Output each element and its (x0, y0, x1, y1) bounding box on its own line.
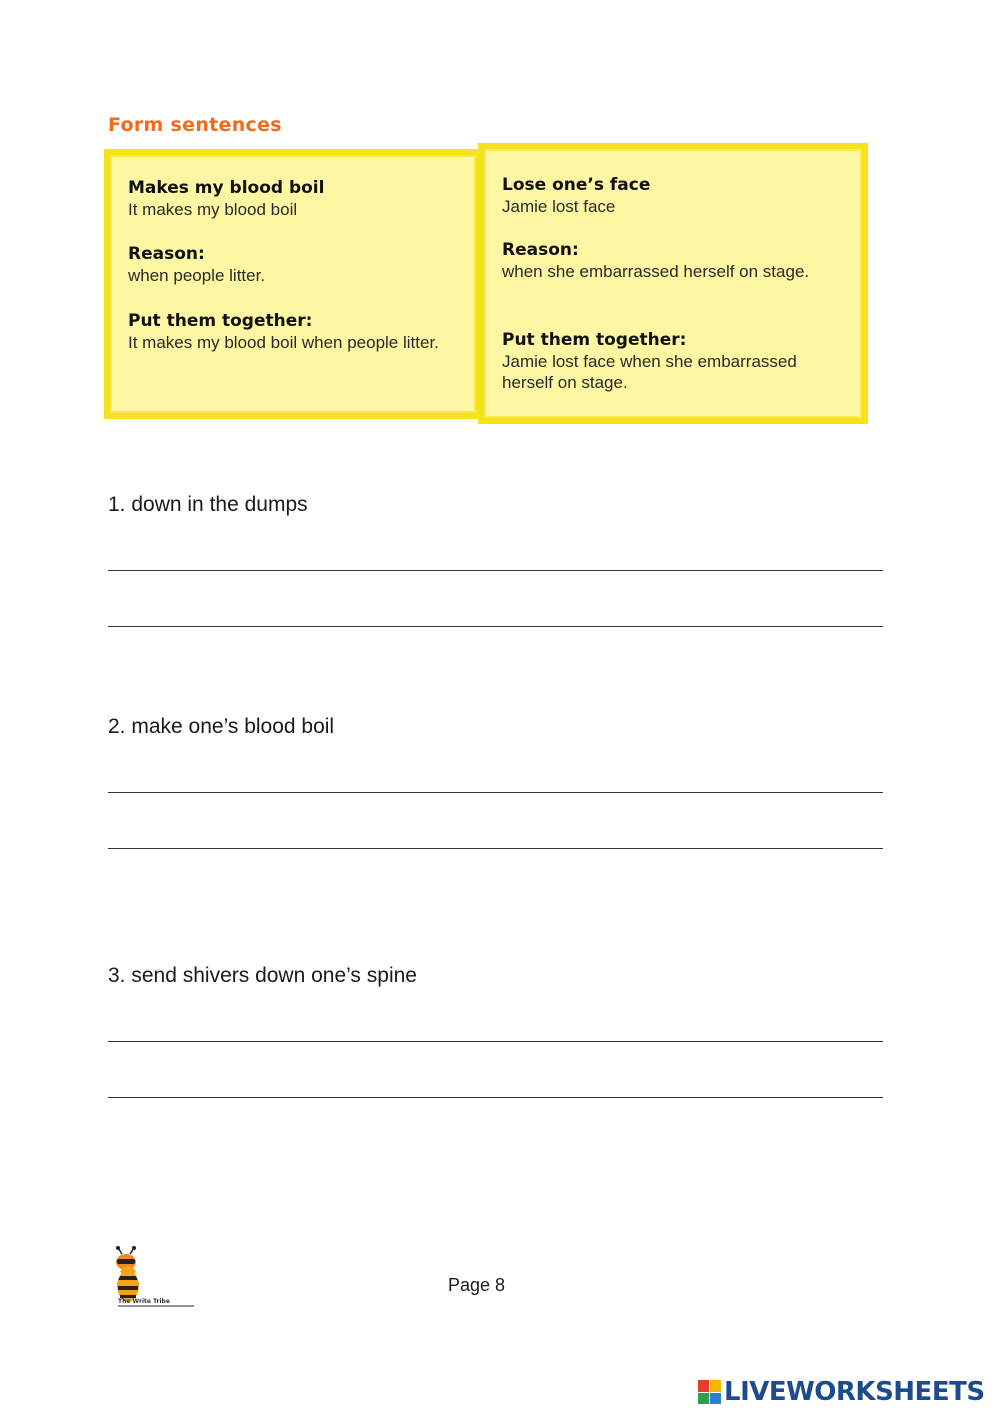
reason-text: when she embarrassed herself on stage. (502, 262, 810, 281)
together-heading: Put them together: (502, 330, 687, 350)
together-heading: Put them together: (128, 311, 313, 331)
answer-line-2b[interactable] (108, 848, 883, 849)
reason-text: when people litter. (128, 266, 266, 285)
watermark-text: LIVEWORKSHEETS (724, 1377, 985, 1407)
page-number: Page 8 (448, 1275, 506, 1295)
question-3: 3. send shivers down one’s spine (108, 964, 417, 987)
answer-line-1a[interactable] (108, 570, 883, 571)
reason-heading: Reason: (128, 244, 205, 264)
together-text: Jamie lost face when she embarrassed herself on stage. (502, 352, 797, 392)
logo-text: The Write Tribe (118, 1298, 170, 1305)
liveworksheets-watermark[interactable] (698, 1376, 985, 1408)
example-box-right (478, 143, 868, 424)
idiom-sentence: It makes my blood boil (128, 200, 298, 219)
example-box-left (104, 149, 482, 419)
idiom-heading: Lose one’s face (502, 175, 651, 195)
answer-line-3b[interactable] (108, 1097, 883, 1098)
section-title: Form sentences (108, 114, 282, 136)
question-2: 2. make one’s blood boil (108, 715, 335, 738)
reason-heading: Reason: (502, 240, 579, 260)
idiom-sentence: Jamie lost face (502, 197, 616, 216)
idiom-heading: Makes my blood boil (128, 178, 325, 198)
together-text: It makes my blood boil when people litter. (128, 333, 439, 352)
answer-line-2a[interactable] (108, 792, 883, 793)
answer-line-1b[interactable] (108, 626, 883, 627)
question-1: 1. down in the dumps (108, 493, 308, 516)
liveworksheets-logo-icon (698, 1380, 720, 1404)
answer-line-3a[interactable] (108, 1041, 883, 1042)
